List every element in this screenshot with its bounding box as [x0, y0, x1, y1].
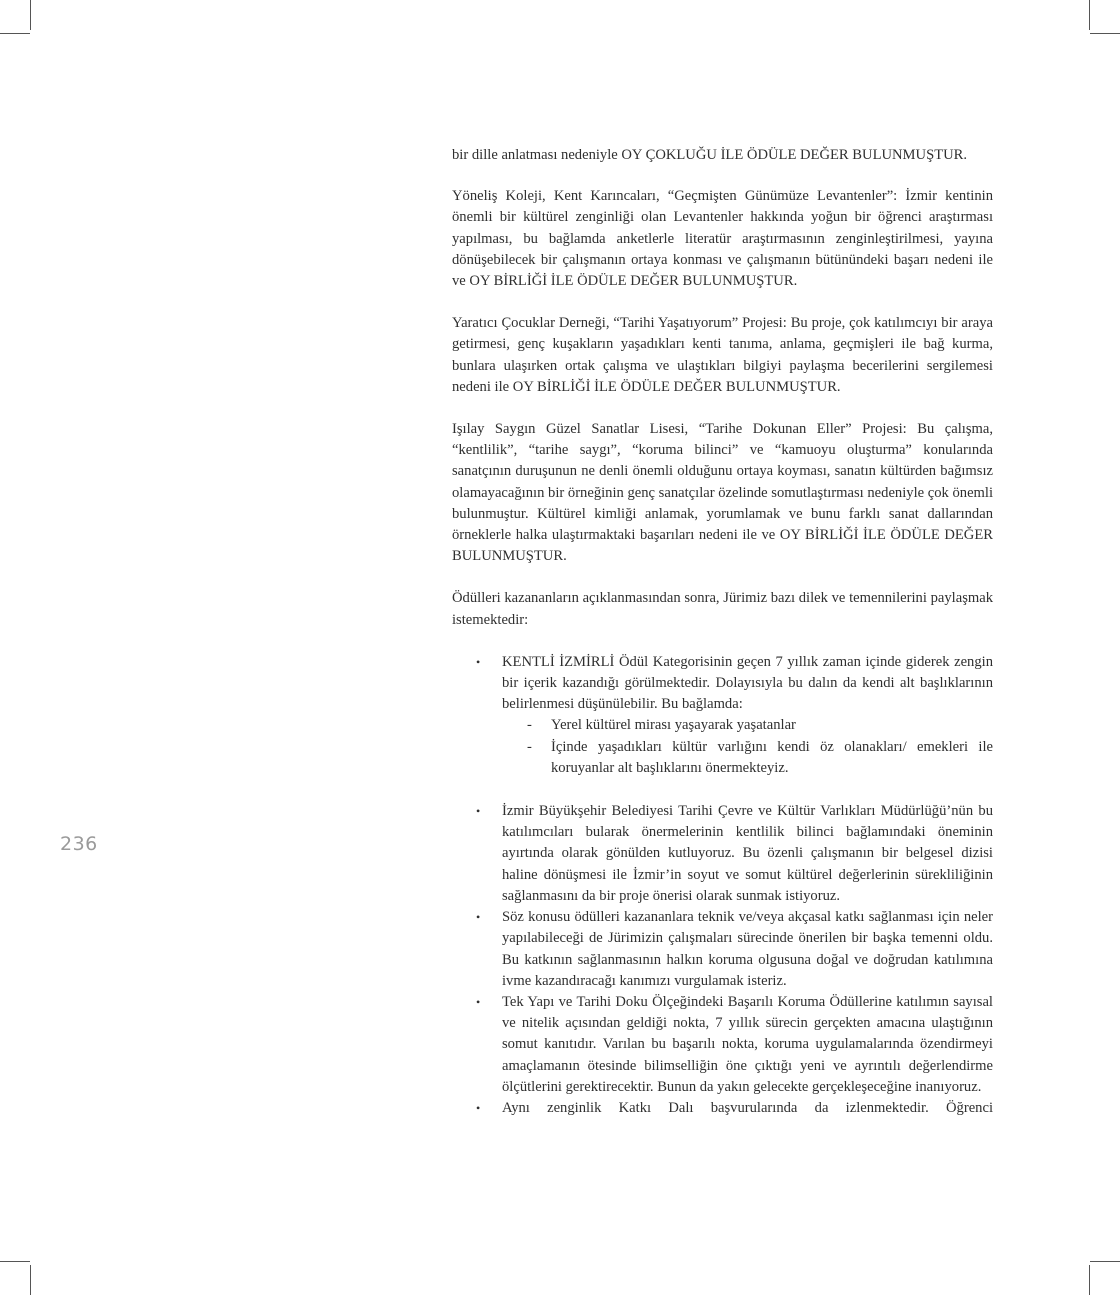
crop-mark: [1090, 1261, 1120, 1262]
list-item: [452, 801, 993, 907]
list-item: [452, 652, 993, 779]
list-item-text: Söz konusu ödülleri kazananlara teknik ve/veya akçasal katkı sağlanması için neler yapılabileceği de Jürimizin çalışmaları sürecinde önerilen bir başka temenni oldu. Bu katkının sağlanmasının halkın koruma olgusuna doğal ve doğrudan katılımına ivme kazandıracağı kanımızı vurgulamak isteriz.: [502, 909, 993, 989]
crop-mark: [0, 1261, 30, 1262]
bullet-icon: •: [476, 1100, 481, 1115]
dash-icon: -: [527, 717, 532, 734]
list-item: [452, 992, 993, 1098]
wishes-list: [452, 652, 993, 1119]
list-item-text: Tek Yapı ve Tarihi Doku Ölçeğindeki Başarılı Koruma Ödüllerine katılımın sayısal ve nitelik açısından geldiği nokta, 7 yıllık sürecin gerçekten amacına ulaştığının somut kanıtıdır. Varılan bu başarılı nokta, koruma uygulamalarında özendirmeyi amaçlamanın ötesinde bilimselliğin öne çıktığı yeni ve ayrıntılı değerlendirme ölçütlerini gerektirecektir. Bunun da yakın gelecekte gerçekleşeceğine inanıyoruz.: [502, 993, 993, 1095]
page-number: 236: [60, 833, 98, 855]
paragraph-yaratici-cocuklar: Yaratıcı Çocuklar Derneği, “Tarihi Yaşatıyorum” Projesi: Bu proje, çok katılımcıyı bir araya getirmesi, genç kuşakların yaşadıkları kenti tanıma, anlama, geçmişleri ile bağ kurma, bunlara ulaşırken ortak çalışma ve ulaştıkları bilgiyi paylaşma becerilerini sergilemesi nedeni ile OY BİRLİĞİ İLE ÖDÜLE DEĞER BULUNMUŞTUR.: [452, 315, 993, 395]
dash-icon: -: [527, 738, 532, 755]
paragraph-jury-wishes-intro: Ödülleri kazananların açıklanmasından sonra, Jürimiz bazı dilek ve temennilerini paylaşmak istemektedir:: [452, 590, 993, 628]
crop-mark: [1090, 33, 1120, 34]
crop-mark: [1089, 0, 1090, 30]
list-item-text: İzmir Büyükşehir Belediyesi Tarihi Çevre ve Kültür Varlıkları Müdürlüğü’nün bu katılımcıları bularak önermelerinin kentlilik bilinci bağlamındaki öneminin ayırtında olarak gönülden kutluyoruz. Bu özenli çalışmanın bir belgesel dizisi haline dönüşmesi ile İzmir’in soyut ve somut kültürel değerlerinin sürekliliğinin sağlanmasını da bir proje önerisi olarak sunmak istiyoruz.: [502, 803, 993, 904]
crop-mark: [30, 0, 31, 30]
sub-list-item-text: Yerel kültürel mirası yaşayarak yaşatanlar: [551, 717, 796, 734]
bullet-icon: •: [476, 994, 481, 1009]
list-item: [452, 907, 993, 992]
bullet-icon: •: [476, 804, 481, 819]
bullet-icon: •: [476, 654, 481, 669]
bullet-icon: •: [476, 910, 481, 925]
list-item: [452, 1098, 993, 1119]
paragraph-closing-line: bir dille anlatması nedeniyle OY ÇOKLUĞU İLE ÖDÜLE DEĞER BULUNMUŞTUR.: [452, 147, 968, 163]
paragraph-yonelis-koleji: Yöneliş Koleji, Kent Karıncaları, “Geçmişten Günümüze Levantenler”: İzmir kentinin önemli bir kültürel zenginliği olan Levantenler hakkında yoğun bir öğrenci araştırması yapılması, bu bağlamda anketlerle literatür araştırmasının zenginleştirilmesi, yayına dönüşebilecek bir çalışmanın ortaya konması ve çalışmanın bütünündeki başarı nedeni ile ve OY BİRLİĞİ İLE ÖDÜLE DEĞER BULUNMUŞTUR.: [452, 188, 993, 290]
crop-mark: [0, 33, 30, 34]
page-body: [452, 145, 993, 1119]
sub-list-item-text: İçinde yaşadıkları kültür varlığını kendi öz olanakları/ emekleri ile koruyanlar alt başlıklarını önermekteyiz.: [551, 738, 993, 776]
sub-list-item: [502, 737, 993, 779]
sub-list-item: [502, 715, 993, 736]
crop-mark: [1089, 1265, 1090, 1295]
crop-mark: [30, 1265, 31, 1295]
list-item-text: Aynı zenginlik Katkı Dalı başvurularında da izlenmektedir. Öğrenci: [502, 1099, 993, 1116]
paragraph-isilay-saygin: Işılay Saygın Güzel Sanatlar Lisesi, “Tarihe Dokunan Eller” Projesi: Bu çalışma, “kentlilik”, “tarihe saygı”, “koruma bilinci” ve “kamuoyu oluşturma” konularında sanatçının duruşunun ne denli önemli olduğunu ortaya koyması, sanatın kültürden bağımsız olamayacağının bir örneğinin genç sanatçılar özelinde somutlaştırması nedeniyle çok önemli bulunmuştur. Kültürel kimliği anlamak, yorumlamak ve bunu farklı sanat dallarından örneklerle halka ulaştırmaktaki başarıları nedeni ile ve OY BİRLİĞİ İLE ÖDÜLE DEĞER BULUNMUŞTUR.: [452, 421, 994, 565]
list-item-text: KENTLİ İZMİRLİ Ödül Kategorisinin geçen 7 yıllık zaman içinde giderek zengin bir içerik kazandığı görülmektedir. Dolayısıyla bu dalın da kendi alt başlıklarının belirlenmesi düşünülebilir. Bu bağlamda:: [502, 653, 993, 713]
sub-list: [502, 715, 993, 779]
